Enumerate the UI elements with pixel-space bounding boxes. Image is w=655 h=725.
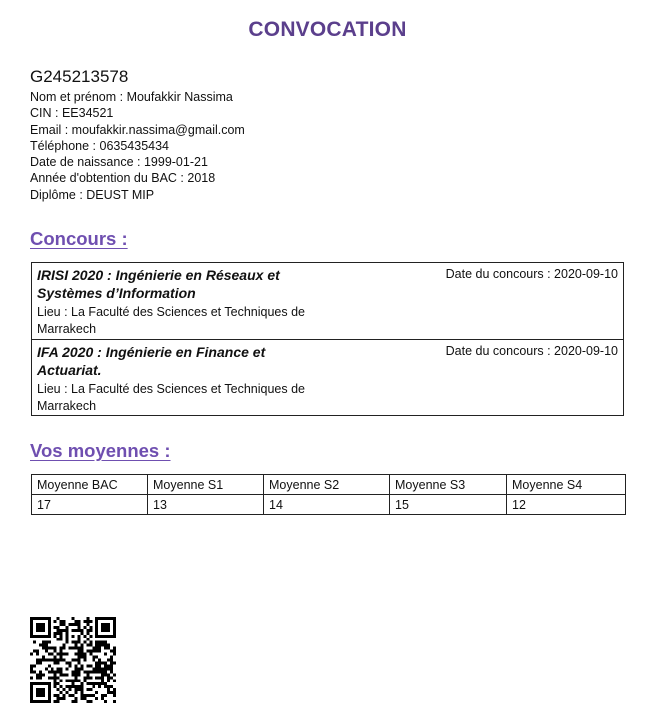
candidate-birthdate: Date de naissance : 1999-01-21 (30, 155, 208, 170)
concours-lieu: Lieu : La Faculté des Sciences et Techniques de Marrakech (37, 305, 305, 336)
convocation-code: G245213578 (30, 67, 129, 86)
concours-heading: Concours : (30, 228, 128, 249)
concours-name: IRISI 2020 : Ingénierie en Réseaux et Systèmes d’Information (37, 267, 280, 301)
qr-code-icon (30, 617, 116, 703)
column-header: Moyenne S3 (390, 475, 507, 495)
table-row (32, 495, 626, 515)
table-header-row (32, 475, 626, 495)
column-header: Moyenne S4 (507, 475, 626, 495)
candidate-name: Nom et prénom : Moufakkir Nassima (30, 90, 233, 104)
concours-lieu: Lieu : La Faculté des Sciences et Techniques de Marrakech (37, 382, 305, 413)
concours-date: Date du concours : 2020-09-10 (445, 344, 618, 358)
document-title: CONVOCATION (248, 18, 407, 41)
column-header: Moyenne S2 (264, 475, 390, 495)
column-header: Moyenne BAC (32, 475, 148, 495)
candidate-email: Email : moufakkir.nassima@gmail.com (30, 122, 245, 137)
concours-name: IFA 2020 : Ingénierie en Finance et Actuariat. (37, 344, 266, 378)
moyennes-heading: Vos moyennes : (30, 440, 171, 461)
table-cell: 15 (390, 495, 507, 515)
table-cell: 13 (148, 495, 264, 515)
candidate-diploma: Diplôme : DEUST MIP (30, 187, 155, 202)
column-header: Moyenne S1 (148, 475, 264, 495)
table-cell: 12 (507, 495, 626, 515)
concours-item (32, 263, 623, 339)
table-cell: 17 (32, 495, 148, 515)
moyennes-table (31, 474, 626, 515)
concours-item (32, 339, 623, 415)
concours-date: Date du concours : 2020-09-10 (445, 267, 618, 281)
candidate-phone: Téléphone : 0635435434 (30, 138, 170, 153)
concours-list (31, 262, 624, 416)
candidate-cin: CIN : EE34521 (30, 106, 114, 121)
table-cell: 14 (264, 495, 390, 515)
candidate-bac-year: Année d'obtention du BAC : 2018 (30, 171, 216, 186)
candidate-info (30, 89, 245, 203)
